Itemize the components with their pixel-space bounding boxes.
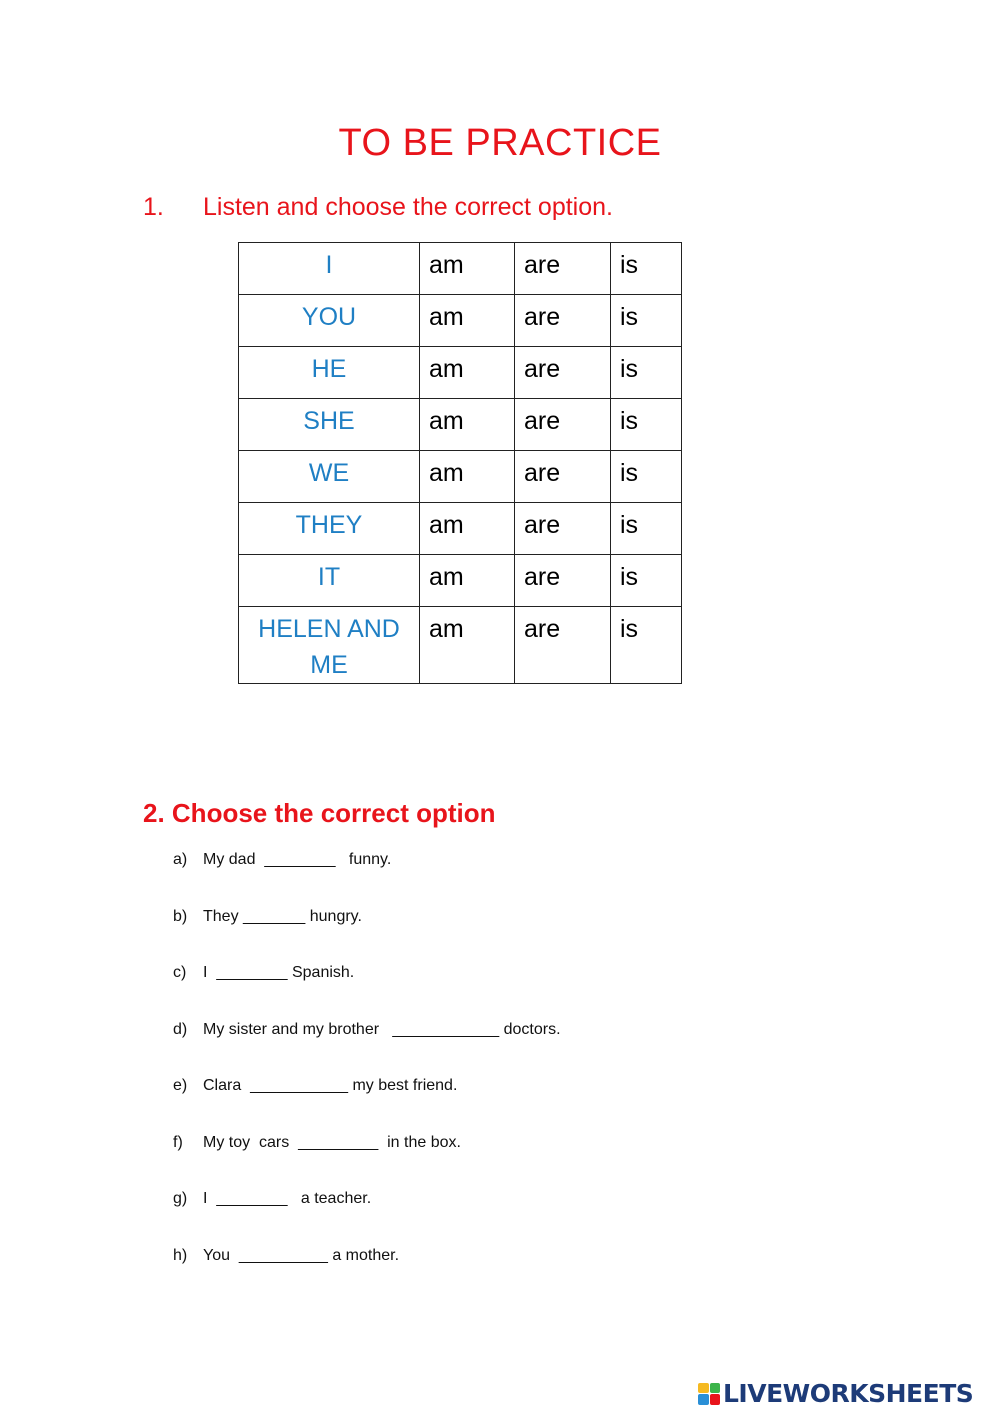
- option-is[interactable]: is: [611, 399, 682, 451]
- list-item: [173, 848, 561, 905]
- pronoun-cell: THEY: [239, 503, 420, 555]
- pronoun-cell: HELEN AND ME: [239, 607, 420, 684]
- option-am[interactable]: am: [420, 295, 515, 347]
- logo-text: LIVEWORKSHEETS: [723, 1379, 974, 1408]
- table-row: [239, 555, 682, 607]
- list-item: [173, 1187, 561, 1244]
- option-am[interactable]: am: [420, 347, 515, 399]
- item-letter: e): [173, 1077, 188, 1094]
- table-row: [239, 295, 682, 347]
- option-am[interactable]: am: [420, 451, 515, 503]
- option-am[interactable]: am: [420, 399, 515, 451]
- item-sentence[interactable]: You __________ a mother.: [203, 1246, 400, 1264]
- option-is[interactable]: is: [611, 451, 682, 503]
- option-am[interactable]: am: [420, 607, 515, 684]
- item-sentence[interactable]: My sister and my brother ____________ doctors.: [203, 1020, 561, 1038]
- item-sentence[interactable]: They _______ hungry.: [203, 907, 362, 925]
- section-1-number: 1.: [143, 193, 164, 221]
- option-are[interactable]: are: [515, 555, 611, 607]
- section-1-text: Listen and choose the correct option.: [203, 193, 613, 221]
- option-is[interactable]: is: [611, 503, 682, 555]
- exercise-list: [173, 848, 561, 1300]
- item-sentence[interactable]: Clara ___________ my best friend.: [203, 1077, 458, 1094]
- pronoun-cell: YOU: [239, 295, 420, 347]
- option-is[interactable]: is: [611, 607, 682, 684]
- pronoun-cell: SHE: [239, 399, 420, 451]
- table-row: [239, 451, 682, 503]
- item-sentence[interactable]: My dad ________ funny.: [203, 851, 392, 868]
- pronoun-cell: IT: [239, 555, 420, 607]
- pronoun-cell: I: [239, 243, 420, 295]
- item-sentence[interactable]: I ________ a teacher.: [203, 1190, 372, 1207]
- option-am[interactable]: am: [420, 555, 515, 607]
- item-sentence[interactable]: My toy cars _________ in the box.: [203, 1133, 461, 1151]
- option-are[interactable]: are: [515, 607, 611, 684]
- choice-table: [238, 242, 682, 684]
- section-1-instruction: [143, 193, 613, 222]
- option-am[interactable]: am: [420, 243, 515, 295]
- option-are[interactable]: are: [515, 243, 611, 295]
- liveworksheets-logo: [698, 1379, 973, 1408]
- liveworksheets-logo-icon: [698, 1383, 720, 1405]
- list-item: [173, 905, 561, 962]
- table-row: [239, 347, 682, 399]
- list-item: [173, 1131, 561, 1188]
- table-row: [239, 607, 682, 684]
- list-item: [173, 1018, 561, 1075]
- list-item: [173, 961, 561, 1018]
- option-are[interactable]: are: [515, 503, 611, 555]
- item-letter: g): [173, 1190, 188, 1207]
- option-am[interactable]: am: [420, 503, 515, 555]
- table-row: [239, 503, 682, 555]
- option-is[interactable]: is: [611, 243, 682, 295]
- list-item: [173, 1244, 561, 1301]
- pronoun-cell: HE: [239, 347, 420, 399]
- section-2-heading: 2. Choose the correct option: [143, 798, 496, 828]
- option-is[interactable]: is: [611, 347, 682, 399]
- item-letter: h): [173, 1246, 188, 1264]
- option-is[interactable]: is: [611, 295, 682, 347]
- page-title: TO BE PRACTICE: [338, 122, 662, 164]
- option-are[interactable]: are: [515, 295, 611, 347]
- option-are[interactable]: are: [515, 451, 611, 503]
- table-row: [239, 399, 682, 451]
- pronoun-cell: WE: [239, 451, 420, 503]
- item-sentence[interactable]: I ________ Spanish.: [203, 964, 355, 981]
- item-letter: b): [173, 907, 188, 925]
- table-row: [239, 243, 682, 295]
- list-item: [173, 1074, 561, 1131]
- item-letter: f): [173, 1133, 183, 1151]
- option-are[interactable]: are: [515, 347, 611, 399]
- option-are[interactable]: are: [515, 399, 611, 451]
- item-letter: c): [173, 964, 187, 981]
- option-is[interactable]: is: [611, 555, 682, 607]
- item-letter: a): [173, 851, 188, 868]
- item-letter: d): [173, 1020, 188, 1038]
